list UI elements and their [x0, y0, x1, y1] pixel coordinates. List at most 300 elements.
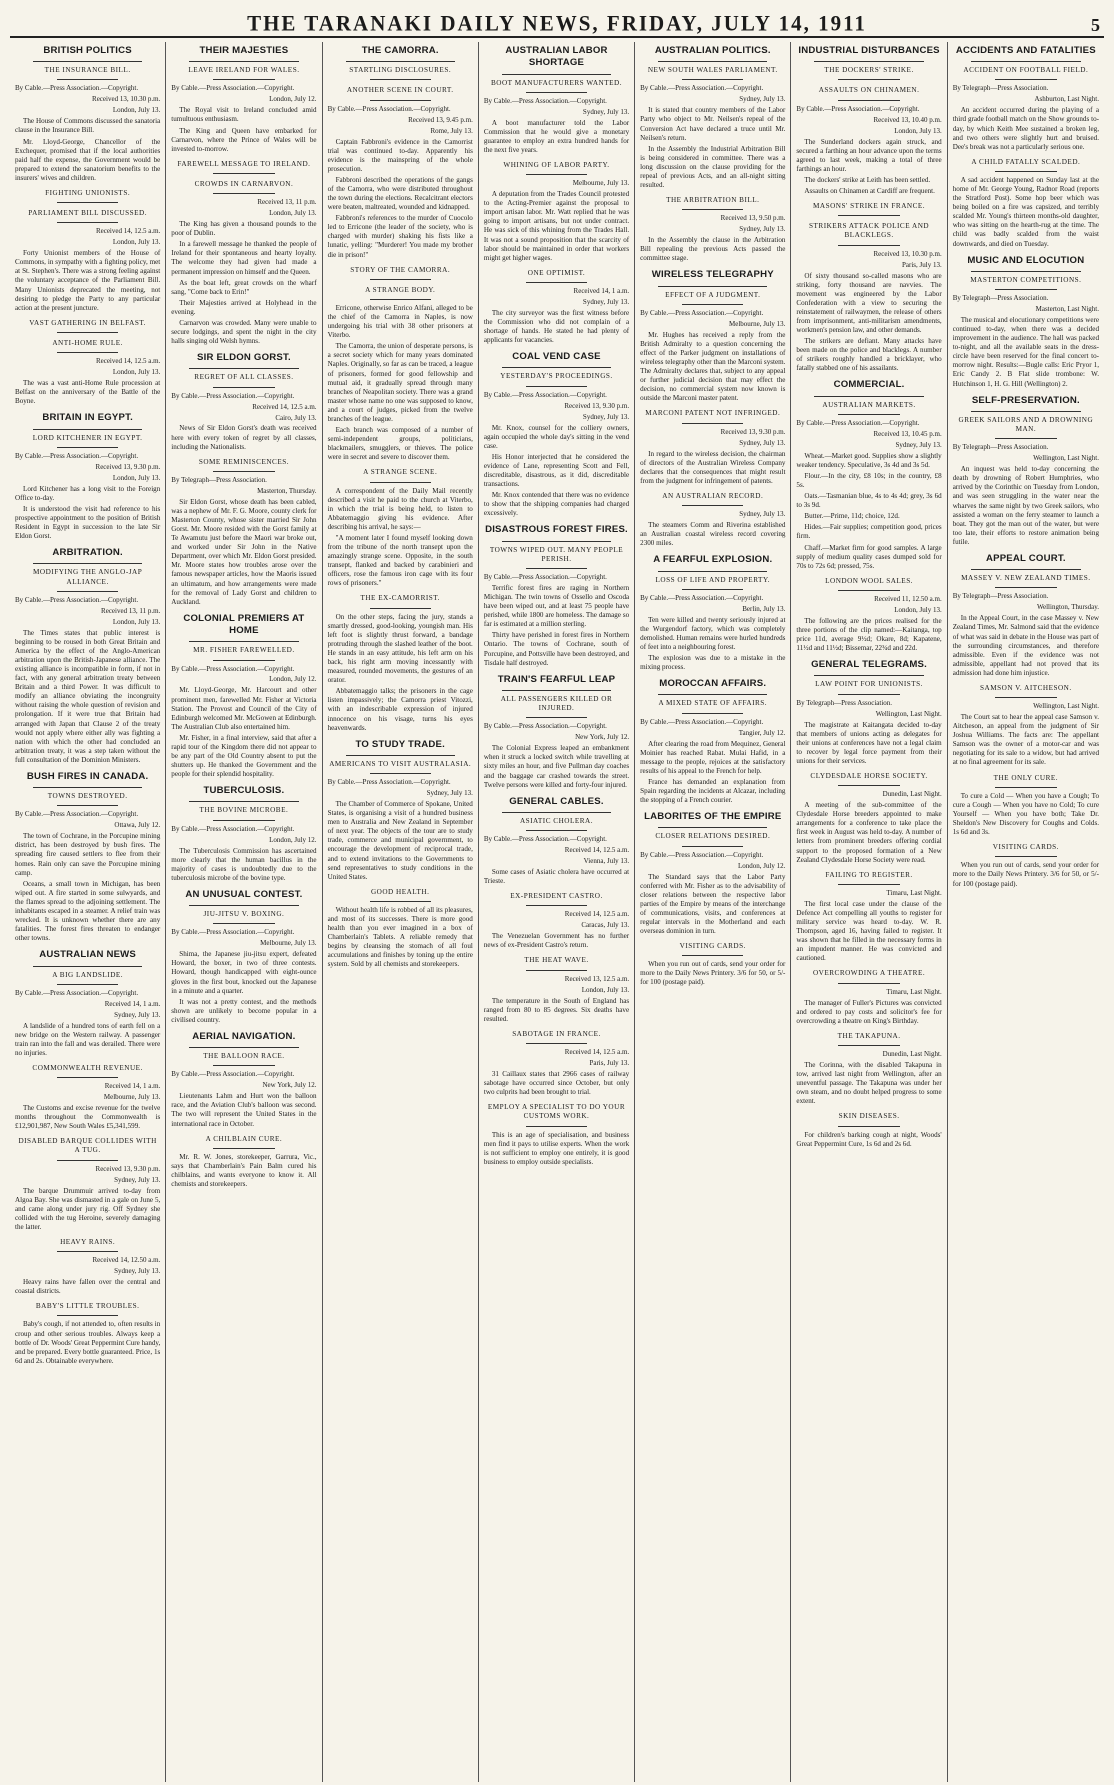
- headline-rule: [658, 61, 767, 62]
- headline-rule: [658, 571, 767, 572]
- story-paragraph: Fabbroni described the operations of the gangs of the Camorra, who were distributed throughout the town during the elections. Recalcitrant electors were beaten, maltreated, wounded and kidnapped.: [327, 175, 473, 212]
- dateline-place: London, July 12.: [269, 835, 317, 844]
- story-subheading: FAREWELL MESSAGE TO IRELAND.: [177, 159, 311, 168]
- story-paragraph: The House of Commons discussed the sanatoria clause in the Insurance Bill.: [15, 117, 161, 135]
- story-subheading: ONE OPTIMIST.: [527, 268, 586, 277]
- news-story: [640, 942, 785, 987]
- byline: By Telegraph—Press Association.: [952, 84, 1049, 93]
- news-story: [171, 352, 316, 452]
- news-column: [479, 42, 635, 1782]
- dateline-place: Sydney, July 13.: [739, 225, 786, 234]
- news-story: [640, 554, 785, 672]
- story-subheading: SAMSON V. AITCHESON.: [980, 683, 1072, 692]
- byline: By Cable.—Press Association.—Copyright.: [640, 850, 764, 859]
- story-paragraph: Chaff.—Market firm for good samples. A large supply of medium quality cases dumped sold for 70s to 72s 6d; pressed, 75s.: [796, 543, 942, 570]
- story-subheading: JIU-JITSU V. BOXING.: [203, 910, 285, 919]
- news-story: [796, 772, 941, 865]
- subheading-rule: [57, 1077, 118, 1078]
- news-story: [484, 161, 629, 263]
- subheading-rule: [838, 79, 899, 80]
- news-story: [796, 659, 941, 766]
- story-paragraph: The Times states that public interest is beginning to be roused in both Great Britain and America by the effect of the Anglo-American arbitration upon the British-Japanese alliance. The existing alliance is incompatible in form, if not in fact, with any general arbitration treaty between Britain and a third Power. It was difficult to modify an alliance obviating the incongruity without raising the whole question of revision and prolongation. If it were true that Britain had arranged with Japan that Clause 2 of the treaty would not apply where either ally was fighting a nation with which the other had concluded an arbitration treaty, it was a step taken without the full consultation of the Dominion Ministers.: [15, 628, 161, 764]
- dateline-place: London, July 13.: [894, 126, 942, 135]
- received-time: Received 14, 12.5 a.m.: [564, 1048, 630, 1057]
- dateline-place: London, July 13.: [112, 368, 161, 377]
- news-story: [15, 412, 160, 541]
- subheading-rule: [57, 79, 118, 80]
- headline-rule: [189, 905, 298, 906]
- received-time: Received 13, 10.30 p.m.: [873, 249, 942, 258]
- story-subheading: THE BALLOON RACE.: [203, 1052, 285, 1061]
- news-story: [484, 1030, 629, 1097]
- subheading-rule: [526, 1043, 587, 1044]
- subheading-rule: [370, 482, 431, 483]
- masthead-title: THE TARANAKI DAILY NEWS, FRIDAY, JULY 14, 1911: [247, 10, 867, 36]
- story-headline: GENERAL CABLES.: [509, 795, 604, 807]
- subheading-rule: [838, 1126, 899, 1127]
- subheading-rule: [57, 1251, 118, 1252]
- story-paragraph: A correspondent of the Daily Mail recently described a visit he paid to the church at Viterbo, in which the trial is being held, to listen to Abbatemaggio giving his evidence. After describing his arrival, he says:—: [327, 486, 473, 531]
- news-story: [15, 1302, 160, 1366]
- story-paragraph: It was not a pretty contest, and the methods shown are unlikely to become popular in a civilised country.: [171, 997, 317, 1024]
- subheading-rule: [213, 923, 274, 924]
- story-subheading: OVERCROWDING A THEATRE.: [812, 969, 926, 978]
- story-paragraph: "A moment later I found myself looking down from the tribune of the north transept upon the amazingly strange scene. Opposite, in the south transept, flanked and backed by carabinieri and officers, rose the famous iron cage with its four rows of prisoners.": [327, 533, 473, 588]
- headline-rule: [33, 787, 142, 788]
- received-time: Received 13, 9.30 p.m.: [95, 462, 161, 471]
- story-paragraph: The musical and elocutionary competitions were continued to-day, when there was a decided improvement in the audience. The hall was packed to-night, and all the available seats in the dress-circle have been reserved for the final concert to-morrow night. Results:—Bugle calls: Eric Pryor 1, Eric Candy 2. B Flat slide trombone: W. Hutchinson 1, H. G. Hill (Wellington) 2.: [952, 316, 1099, 388]
- subheading-rule: [682, 505, 743, 506]
- story-headline: COMMERCIAL.: [833, 379, 905, 391]
- subheading-rule: [213, 387, 274, 388]
- subheading-rule: [682, 304, 743, 305]
- byline: By Cable.—Press Association.—Copyright.: [15, 988, 139, 997]
- story-paragraph: It is stated that country members of the Labor Party who object to Mr. Neilsen's repeal of the Conversion Act have declared a truce until Mr. Neilsen's return.: [640, 106, 786, 142]
- story-paragraph: Mr. Lloyd-George, Mr. Harcourt and other prominent men, farewelled Mr. Fisher at Victoria Station. The Provost and Council of the City of Edinburgh welcomed Mr. McGowen at Edinburgh. The Australian Club also entertained him.: [171, 686, 317, 731]
- news-story: [953, 774, 1099, 838]
- byline: By Cable.—Press Association.—Copyright.: [171, 928, 295, 937]
- story-subheading: ANOTHER SCENE IN COURT.: [346, 86, 454, 95]
- dateline-place: Tangier, July 12.: [738, 728, 786, 737]
- news-story: [953, 843, 1099, 888]
- subheading-rule: [682, 79, 743, 80]
- story-headline: DISASTROUS FOREST FIRES.: [485, 524, 628, 536]
- news-story: [15, 1238, 160, 1296]
- received-time: Received 13, 11 p.m.: [101, 606, 161, 615]
- story-paragraph: The strikers are defiant. Many attacks have been made on the police and blacklegs. A number of strikers roughly handled a bricklayer, who fatally stabbed one of his assailants.: [796, 337, 942, 373]
- byline: By Cable.—Press Association.—Copyright.: [15, 595, 139, 604]
- subheading-rule: [995, 856, 1057, 857]
- story-subheading: THE ARBITRATION BILL.: [666, 196, 760, 205]
- subheading-rule: [682, 955, 743, 956]
- dateline-place: London, July 13.: [112, 238, 161, 247]
- story-subheading: CROWDS IN CARNARVON.: [194, 180, 294, 188]
- news-story: [328, 468, 473, 588]
- story-paragraph: Mr. Hughes has received a reply from the British Admiralty to a question concerning the effect of the Parker judgment on installations of wireless telegraphy other than the Marconi system. The Admiralty declares that, subject to any appeal or further judicial decision that may effect the decision, no commercial system now known is outside the Marconi master patent.: [640, 330, 786, 403]
- story-paragraph: In the Assembly the clause in the Arbitration Bill repealing the previous Acts passed the committee stage.: [640, 236, 786, 263]
- subheading-rule: [370, 79, 431, 80]
- story-paragraph: Their Majesties arrived at Holyhead in the evening.: [171, 298, 317, 316]
- story-headline: BRITISH POLITICS: [43, 45, 132, 56]
- story-headline: BUSH FIRES IN CANADA.: [26, 770, 149, 782]
- subheading-rule: [526, 92, 587, 93]
- story-subheading: PARLIAMENT BILL DISCUSSED.: [28, 209, 148, 218]
- story-paragraph: This is an age of specialisation, and business men find it pays to utilise experts. When the work is not sufficient to employ one entirely, it is good business to employ outside specialists.: [483, 1130, 630, 1166]
- story-headline: INDUSTRIAL DISTURBANCES: [798, 45, 940, 56]
- subheading-rule: [57, 1160, 118, 1161]
- dateline-place: Sydney, July 13.: [739, 95, 786, 104]
- byline: By Cable.—Press Association.—Copyright.: [483, 390, 607, 399]
- story-headline: TO STUDY TRADE.: [355, 738, 445, 750]
- story-headline: GENERAL TELEGRAMS.: [811, 659, 928, 671]
- story-subheading: EX-PRESIDENT CASTRO.: [510, 892, 603, 901]
- story-paragraph: The Customs and excise revenue for the twelve months throughout the Commonwealth is £12,901,987, New South Wales £5,341,599.: [15, 1104, 161, 1131]
- story-subheading: REGRET OF ALL CLASSES.: [194, 373, 294, 382]
- story-paragraph: After clearing the road from Mequinez, General Moinier has reached Rabat. Mulai Hafid, in a message to the people, rejoices at the satisfactory results of his appeal to the French for help.: [640, 739, 786, 775]
- story-paragraph: Captain Fabbroni's evidence in the Camorrist trial was continued to-day. Apparently his evidence is the mainspring of the whole prosecution.: [327, 137, 473, 173]
- news-story: [15, 189, 160, 203]
- story-paragraph: Mr. Lloyd-George, Chancellor of the Exchequer, promised that if the local authorities paid half the expense, the Government would be prepared to extend the sanatorium benefits to the insurers' wives and children.: [15, 137, 161, 182]
- news-column: [323, 42, 479, 1782]
- story-subheading: LEAVE IRELAND FOR WALES.: [188, 66, 300, 75]
- story-headline: TRAIN'S FEARFUL LEAP: [497, 673, 616, 685]
- byline: By Cable.—Press Association.—Copyright.: [640, 593, 764, 602]
- dateline-place: Sydney, July 13.: [582, 297, 630, 306]
- news-story: [15, 339, 160, 406]
- story-paragraph: Ten were killed and twenty seriously injured at the Wurgendorf factory, which was completely demolished. Human remains were hurled hundreds of feet into a neighbouring forest.: [640, 615, 786, 651]
- story-headline: WIRELESS TELEGRAPHY: [651, 269, 774, 281]
- received-time: Received 14, 12.50 a.m.: [92, 1256, 161, 1265]
- story-subheading: STORY OF THE CAMORRA.: [350, 265, 451, 274]
- story-subheading: YESTERDAY'S PROCEEDINGS.: [500, 372, 613, 381]
- dateline-place: Caracas, July 13.: [581, 921, 630, 930]
- dateline-place: Melbourne, July 13.: [260, 939, 317, 948]
- news-story: [171, 1135, 316, 1190]
- news-story: [796, 1112, 941, 1148]
- subheading-rule: [57, 447, 118, 448]
- story-paragraph: Sir Eldon Gorst, whose death has been cabled, was a nephew of Mr. F. G. Moore, county clerk for Masterton County, whose sister married Sir John Gorst. Mr. Moore resided with the Gorst family at Te Awamutu just before the Maori war broke out, and worked under Sir John in the Native Department, over which Mr. Eldon Gorst presided. Mr. Moore states how troubles arose over the famous newspaper articles, how the Maoris issued an ultimatum, and how arrangements were made for the removal of Lady Gorst and children to Auckland.: [171, 497, 317, 606]
- story-headline: LABORITES OF THE EMPIRE: [644, 811, 782, 823]
- story-paragraph: The steamers Comm and Riverina established an Australian coastal wireless record covering 2300 miles.: [640, 521, 786, 548]
- story-paragraph: The Camorra, the union of desperate persons, is a secret society which for many years dominated Naples. Originally, so far as can be traced, a league of prisoners, formed for good fellowship and mutual aid, it gradually spread through many branches of Neapolitan society. There was a grand master whose name no one was supposed to know, and a court of judges, picked from the twelve branches of the league.: [327, 342, 473, 423]
- subheading-rule: [526, 970, 587, 971]
- subheading-rule: [213, 193, 274, 194]
- subheading-rule: [995, 289, 1057, 290]
- news-story: [953, 255, 1099, 389]
- subheading-rule: [213, 1148, 274, 1149]
- byline: By Cable.—Press Association.—Copyright.: [483, 573, 607, 582]
- byline: By Cable.—Press Association.—Copyright.: [640, 84, 764, 93]
- story-headline: THE CAMORRA.: [361, 45, 439, 56]
- story-subheading: SOME REMINISCENCES.: [198, 457, 289, 466]
- headline-rule: [814, 61, 923, 62]
- story-subheading: MASONS' STRIKE IN FRANCE.: [813, 202, 926, 211]
- headline-rule: [33, 966, 142, 967]
- byline: By Cable.—Press Association.—Copyright.: [483, 722, 607, 731]
- dateline-place: Masterton, Last Night.: [1035, 305, 1099, 314]
- story-paragraph: The following are the prices realised for the three portions of the clip named:—Kaitanga, top price 11d, average 9½d; Okare, 8d; Kapatene, 11½d and 11½d; Bissemar, 22¾d and 22d.: [796, 616, 942, 653]
- story-paragraph: The Tuberculosis Commission has ascertained more clearly that the human bacillus in the majority of cases is undoubtedly due to the tuberculosis microbe of the bovine type.: [171, 846, 317, 882]
- headline-rule: [502, 690, 611, 691]
- subheading-rule: [995, 438, 1057, 439]
- story-subheading: VISITING CARDS.: [992, 843, 1059, 852]
- subheading-rule: [213, 173, 274, 174]
- dateline-place: Wellington, Last Night.: [1033, 454, 1099, 463]
- story-headline: AUSTRALIAN POLITICS.: [654, 45, 771, 56]
- story-subheading: ANTI-HOME RULE.: [52, 339, 123, 347]
- story-subheading: CLOSER RELATIONS DESIRED.: [655, 832, 771, 841]
- byline: By Cable.—Press Association.—Copyright.: [796, 418, 920, 427]
- story-subheading: THE EX-CAMORRIST.: [360, 594, 440, 603]
- dateline-place: New York, July 12.: [262, 1081, 317, 1090]
- received-time: Received 13, 9.50 p.m.: [720, 214, 786, 223]
- story-subheading: TOWNS WIPED OUT. MANY PEOPLE PERISH.: [489, 545, 624, 563]
- story-subheading: BOOT MANUFACTURERS WANTED.: [490, 78, 622, 87]
- story-subheading: ACCIDENT ON FOOTBALL FIELD.: [963, 66, 1089, 75]
- news-story: [953, 395, 1099, 547]
- story-subheading: A BIG LANDSLIDE.: [52, 970, 124, 979]
- story-paragraph: Mr. Knox, counsel for the colliery owners, again occupied the whole day's sitting in the vend case.: [483, 423, 630, 450]
- news-story: [484, 524, 629, 667]
- byline: By Cable.—Press Association.—Copyright.: [15, 84, 139, 93]
- story-subheading: COMMONWEALTH REVENUE.: [32, 1063, 143, 1072]
- story-subheading: EMPLOY A SPECIALIST TO DO YOUR CUSTOMS WORK.: [487, 1103, 626, 1121]
- story-subheading: MODIFYING THE ANGLO-JAP ALLIANCE.: [33, 568, 143, 586]
- story-paragraph: Lieutenants Lahm and Hurt won the balloon race, and the Aviation Club's balloon was second. The two will represent the United States in the international race in October.: [171, 1092, 317, 1128]
- story-subheading: ALL PASSENGERS KILLED OR INJURED.: [500, 694, 613, 713]
- subheading-rule: [682, 589, 743, 590]
- story-paragraph: Erricone, otherwise Enrico Alfani, alleged to be the chief of the Camorra in Naples, is now undergoing his trial with 38 other prisoners at Viterbo.: [327, 304, 473, 340]
- story-subheading: BABY'S LITTLE TROUBLES.: [35, 1302, 140, 1311]
- story-subheading: FAILING TO REGISTER.: [825, 870, 913, 879]
- dateline-place: Dunedin, Last Night.: [882, 790, 942, 799]
- subheading-rule: [213, 471, 274, 472]
- story-subheading: THE DOCKERS' STRIKE.: [824, 66, 914, 75]
- news-story: [640, 269, 785, 403]
- story-paragraph: The was a vast anti-Home Rule procession at Belfast on the anniversary of the Battle of the Boyne.: [15, 379, 161, 406]
- story-paragraph: The Venezuelan Government has no further news of ex-President Castro's return.: [483, 932, 630, 950]
- dateline-place: London, July 12.: [269, 95, 317, 104]
- news-story: [640, 196, 785, 263]
- story-paragraph: Assaults on Chinamen at Cardiff are frequent.: [804, 186, 935, 195]
- story-paragraph: The Corinna, with the disabled Takapuna in tow, arrived last night from Wellington, after an uneventful passage. The Takapuna was under her own steam, and no doubt helped progress to some extent.: [796, 1060, 942, 1106]
- dateline-place: Wellington, Last Night.: [875, 709, 942, 718]
- headline-rule: [658, 286, 767, 287]
- received-time: Received 11, 12.50 a.m.: [874, 594, 942, 603]
- story-paragraph: Fabbroni's references to the murder of Cuocolo led to Erricone (the leader of the society, who is charged with murder) shaking his fists like a lunatic, yelling: "Murderer! You made my brother die in prison!": [327, 214, 473, 259]
- dateline-place: Sydney, July 13.: [582, 412, 630, 421]
- news-story: [796, 45, 941, 80]
- received-time: Received 14, 12.5 a.m.: [95, 227, 161, 236]
- news-story: [953, 45, 1099, 152]
- news-story: [171, 160, 316, 174]
- news-column: [10, 42, 166, 1782]
- story-paragraph: Oceans, a small town in Michigan, has been wiped out. A fire started in some sulwyards, and the flames spread to the adjoining settlement. The inhabitants escaped in a steamer. A relief train was wrecked. It is unknown whether there are any fatalities. The forest fires threaten to endanger other towns.: [15, 879, 161, 943]
- dateline-place: London, July 12.: [269, 675, 317, 684]
- story-paragraph: The first local case under the clause of the Defence Act compelling all youths to register for military service was heard to-day. W. R. Thompson, aged 16, having failed to register. It was shown that he filled in the necessary forms in an impudent manner. He was convicted and cautioned.: [796, 899, 942, 963]
- story-paragraph: Abbatemaggio talks; the prisoners in the cage listen impassively; the Camorra priest Vitozzi, with an indescribable expression of injured innocence on his visage, turns his eyes heavenwards.: [327, 687, 473, 732]
- headline-rule: [814, 396, 923, 397]
- story-paragraph: In regard to the wireless decision, the chairman of directors of the Australian Wireless Company declares that the consequences that might result from the judgment for infringement of patents.: [640, 449, 786, 485]
- story-paragraph: The Chamber of Commerce of Spokane, United States, is organising a visit of a hundred business men to Australia and New Zealand in September of next year. The objects of the tour are to study trade, commerce and municipal government, to encourage the development of reciprocal trade, and to extend invitations to the Governments to send representatives to study conditions in the United States.: [327, 800, 473, 881]
- story-paragraph: Heavy rains have fallen over the central and coastal districts.: [15, 1278, 161, 1296]
- news-story: [171, 1031, 316, 1129]
- story-subheading: ASSAULTS ON CHINAMEN.: [818, 86, 920, 95]
- byline: By Cable.—Press Association.—Copyright.: [171, 664, 295, 673]
- page-number: 5: [1091, 15, 1100, 35]
- dateline-place: Sydney, July 13.: [114, 1267, 161, 1276]
- news-story: [796, 379, 941, 570]
- story-subheading: THE ONLY CURE.: [993, 773, 1059, 782]
- story-paragraph: Lord Kitchener has a long visit to the Foreign Office to-day.: [15, 484, 161, 502]
- story-paragraph: The Standard says that the Labor Party conferred with Mr. Fisher as to the advisability of closer relations between the respective labor parties of the Empire by means of the interchange of communications, visits, and conferences at regular intervals in the Motherland and each overseas dominion in turn.: [640, 872, 786, 935]
- received-time: Received 13, 10.30 p.m.: [92, 95, 161, 104]
- subheading-rule: [995, 171, 1057, 172]
- subheading-rule: [995, 79, 1057, 80]
- dateline-place: Rome, July 13.: [430, 126, 473, 135]
- story-headline: SELF-PRESERVATION.: [971, 394, 1080, 406]
- story-paragraph: France has demanded an explanation from Spain regarding the incidents at Alcazar, including the stopping of a French courier.: [640, 777, 786, 805]
- story-headline: AN UNUSUAL CONTEST.: [185, 888, 303, 900]
- subheading-rule: [682, 846, 743, 847]
- story-headline: APPEAL COURT.: [985, 552, 1066, 564]
- subheading-rule: [57, 591, 118, 592]
- story-paragraph: 31 Caillaux states that 2966 cases of railway sabotage have occurred since October, but only two culprits had been brought to trial.: [483, 1069, 630, 1097]
- story-paragraph: The Colonial Express leaped an embankment when it struck a locked switch while travelling at sixty miles an hour, and five Pullman day coaches and the baggage car crashed towards the street. Twelve persons were killed and forty-four injured.: [483, 744, 630, 789]
- story-paragraph: Thirty have perished in forest fires in Northern Ontario. The towns of Cochrane, south of Porcupine, and Pottsville have been destroyed, and Tisdale half destroyed.: [483, 631, 630, 667]
- news-column: [635, 42, 791, 1782]
- byline: By Telegraph—Press Association.: [796, 698, 893, 707]
- subheading-rule: [370, 608, 431, 609]
- story-paragraph: Wheat.—Market good. Supplies show a slightly weaker tendency. Speculative, 3s 4d and 3s 5d.: [796, 451, 942, 469]
- story-paragraph: Mr. Knox contended that there was no evidence to show that the shipping companies had charged excessively.: [483, 491, 630, 518]
- story-headline: ACCIDENTS AND FATALITIES: [955, 45, 1096, 56]
- story-subheading: A CHILBLAIN CURE.: [205, 1134, 283, 1143]
- news-story: [15, 319, 160, 333]
- story-paragraph: The town of Cochrane, in the Porcupine mining district, has been destroyed by bush fires. The spreading fire caused settlers to flee from their homes. Rain only can save the Porcupine mining camp.: [15, 832, 161, 877]
- news-story: [796, 202, 941, 216]
- story-paragraph: His Honor interjected that he considered the evidence of Lane, representing Scott and Fell, discreditable, disastrous, as it did, discreditable transactions.: [483, 452, 630, 489]
- dateline-place: London, July 12.: [737, 861, 786, 870]
- received-time: Received 14, 12.5 a.m.: [564, 846, 630, 855]
- news-story: [796, 969, 941, 1025]
- news-story: [15, 45, 160, 183]
- subheading-rule: [526, 1126, 587, 1127]
- dateline-place: Sydney, July 13.: [426, 789, 473, 798]
- news-story: [640, 45, 785, 190]
- dateline-place: Ashburton, Last Night.: [1034, 95, 1099, 104]
- dateline-place: Masterton, Thursday.: [257, 486, 317, 495]
- story-paragraph: Butter.—Prime, 11d; choice, 12d.: [804, 512, 900, 521]
- headline-rule: [346, 755, 455, 756]
- story-paragraph: The barque Drummuir arrived to-day from Algoa Bay. She was dismasted in a gale on June 5, and came along under jury rig. Off Sydney she collided with the tug Heroine, severely damaging the latter.: [15, 1186, 161, 1231]
- byline: By Cable.—Press Association.—Copyright.: [171, 1070, 295, 1079]
- news-story: [484, 674, 629, 790]
- headline-rule: [502, 541, 611, 542]
- subheading-rule: [370, 279, 431, 280]
- news-story: [171, 785, 316, 883]
- story-headline: TUBERCULOSIS.: [203, 785, 285, 797]
- story-subheading: LOSS OF LIFE AND PROPERTY.: [655, 575, 771, 584]
- dateline-place: Dunedin, Last Night.: [882, 1050, 942, 1059]
- story-subheading: SABOTAGE IN FRANCE.: [512, 1029, 601, 1038]
- received-time: Received 14, 1 a.m.: [104, 999, 161, 1008]
- story-subheading: A CHILD FATALLY SCALDED.: [971, 157, 1081, 166]
- story-headline: MOROCCAN AFFAIRS.: [659, 678, 767, 690]
- headline-rule: [346, 61, 455, 62]
- subheading-rule: [682, 423, 743, 424]
- story-subheading: MASSEY V. NEW ZEALAND TIMES.: [961, 574, 1091, 583]
- received-time: Received 14, 12.5 a.m.: [252, 402, 317, 411]
- news-story: [171, 458, 316, 607]
- story-paragraph: Flour.—In the city, £8 10s; in the country, £8 5s.: [796, 471, 942, 490]
- story-paragraph: In the Appeal Court, in the case Massey v. New Zealand Times, Mr. Salmond said that the evidence of what was said in debate in the House was part of the surrounding circumstances, and therefore admissible. Even if the evidence was not admissible, appellant had not proved that its admission had done him injustice.: [952, 614, 1099, 677]
- news-story: [328, 888, 473, 970]
- headline-rule: [189, 641, 298, 642]
- story-subheading: THE INSURANCE BILL.: [44, 66, 131, 75]
- received-time: Received 14, 12.5 a.m.: [564, 910, 630, 919]
- story-paragraph: The magistrate at Kaitangata decided to-day that members of unions acting as delegates for their unions at conferences have not a legal claim to recover by legal force payment from their unions for their services.: [796, 720, 942, 765]
- story-paragraph: A landslide of a hundred tons of earth fell on a new bridge on the Western railway. A passenger train ran into the fall and was derailed. There were no injuries.: [15, 1021, 161, 1057]
- news-story: [796, 1032, 941, 1107]
- received-time: Received 13, 10.40 p.m.: [873, 115, 942, 124]
- subheading-rule: [838, 245, 899, 246]
- dateline-place: Timaru, Last Night.: [886, 888, 942, 897]
- story-paragraph: Of sixty thousand so-called masons who are striking, forty thousand are navvies. The movement was engineered by the Labor Confederation with a view to securing the reinstatement of railwaymen, the release of others from imprisonment, anti-militarism amendments, workmen's pension law, and other demands.: [796, 271, 942, 335]
- story-paragraph: The Royal visit to Ireland concluded amid tumultuous enthusiasm.: [171, 106, 317, 124]
- subheading-rule: [57, 352, 118, 353]
- subheading-rule: [526, 386, 587, 387]
- story-subheading: MASTERTON COMPETITIONS.: [970, 275, 1082, 284]
- story-paragraph: Oats.—Tasmanian blue, 4s to 4s 4d; grey, 3s 6d to 3s 9d.: [796, 492, 942, 510]
- news-story: [328, 594, 473, 732]
- story-subheading: STARTLING DISCLOSURES.: [349, 66, 452, 75]
- headline-rule: [189, 801, 298, 802]
- story-subheading: A STRANGE SCENE.: [363, 468, 438, 477]
- news-story: [15, 949, 160, 1058]
- headline-rule: [814, 675, 923, 676]
- story-paragraph: Forty Unionist members of the House of Commons, in sympathy with a fighting policy, met at St. Stephen's. There was a strong feeling against the voluntary acceptance of the Parliament Bill. Many Unionists deprecated the meeting, not desiring to pledge the Party to any particular action at the present juncture.: [15, 249, 161, 312]
- headline-rule: [189, 368, 298, 369]
- story-subheading: MARCONI PATENT NOT INFRINGED.: [645, 409, 781, 418]
- story-paragraph: For children's barking cough at night, Woods' Great Peppermint Cure, 1s 6d and 2s 6d.: [796, 1130, 942, 1148]
- news-story: [328, 86, 473, 259]
- dateline-place: Timaru, Last Night.: [886, 987, 942, 996]
- news-story: [953, 684, 1099, 768]
- byline: By Telegraph—Press Association.: [171, 475, 267, 484]
- news-column: [166, 42, 322, 1782]
- subheading-rule: [838, 785, 899, 786]
- subheading-rule: [838, 983, 899, 984]
- dateline-place: Wellington, Thursday.: [1036, 603, 1099, 612]
- dateline-place: Paris, July 13.: [902, 260, 942, 269]
- story-paragraph: The city surveyor was the first witness before the Commission who did not complain of a shortage of hands. He stated he had plenty of applicants for vacancies.: [483, 308, 630, 345]
- headline-rule: [502, 74, 611, 75]
- dateline-place: London, July 13.: [894, 605, 942, 614]
- story-headline: AUSTRALIAN NEWS: [39, 949, 137, 961]
- news-story: [484, 956, 629, 1023]
- headline-rule: [189, 61, 298, 62]
- story-subheading: LORD KITCHENER IN EGYPT.: [32, 433, 143, 442]
- dateline-place: New York, July 12.: [575, 733, 630, 742]
- story-paragraph: A sad accident happened on Sunday last at the home of Mr. George Young, Radnor Road (reports the Stratford Post). Some hop beer which was being boiled on a fire was capsized, and terribly scalded Mr. Young's thirteen months-old daughter, who was sitting on the hearth-rug at the time. The child was badly scalded from the waist downwards, and died on Tuesday.: [952, 176, 1099, 248]
- story-subheading: THE BOVINE MICROBE.: [199, 806, 289, 815]
- dateline-place: London, July 13.: [112, 106, 161, 115]
- byline: By Cable.—Press Association.—Copyright.: [327, 778, 451, 787]
- news-column: [948, 42, 1104, 1782]
- byline: By Cable.—Press Association.—Copyright.: [171, 84, 295, 93]
- story-paragraph: The manager of Fuller's Pictures was convicted and ordered to pay costs and solicitor's fee for overcrowding a theatre on King's Birthday.: [796, 998, 942, 1025]
